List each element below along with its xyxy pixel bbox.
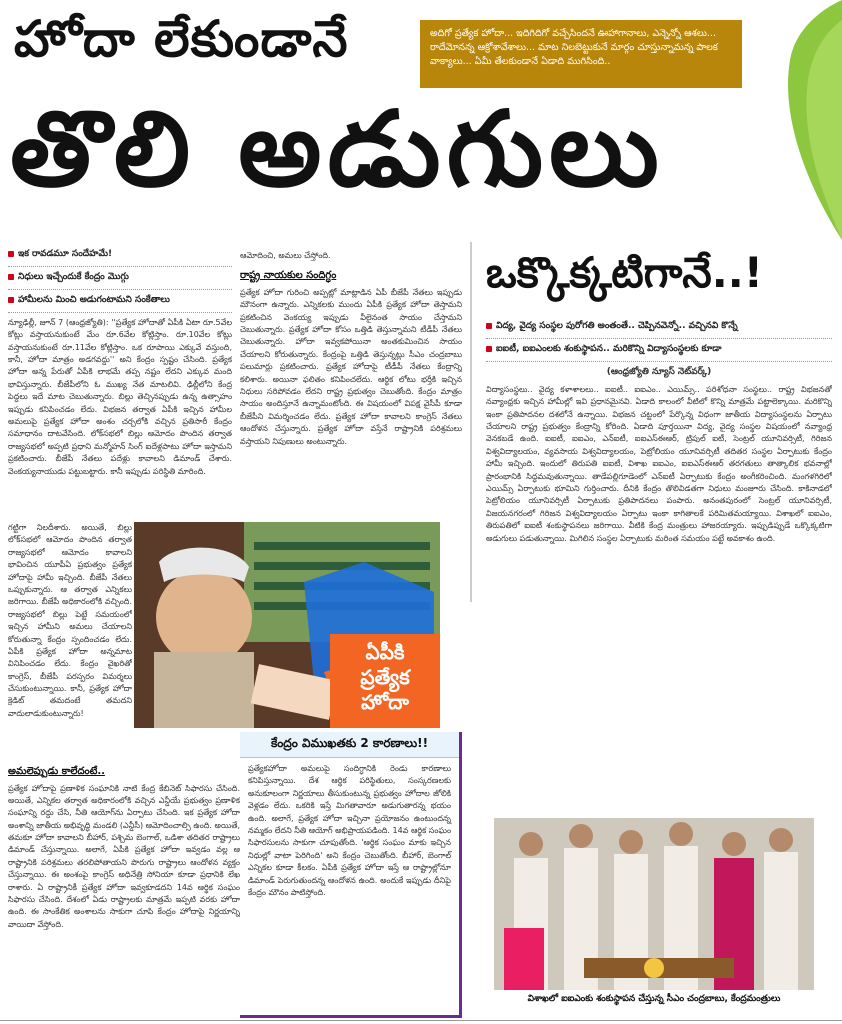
left-column <box>8 248 232 520</box>
right-section-title: ఒక్కొక్కటిగానే..! <box>486 248 763 297</box>
left-column-narrow <box>8 522 132 754</box>
middle-column <box>240 250 462 518</box>
left-bullet-2: నిధులు ఇచ్చేందుకే కేంద్రం మొగ్గు <box>8 271 232 290</box>
right-body: విద్యాసంస్థలు.. వైద్య కళాశాలలు.. ఐఐటీ.. ఐఐఎం.. ఎయిమ్స్.. పరిశోధనా సంస్థలు.. రాష్ట్ర విభజనతో నవ్యాంధ్రకు ఇచ్చిన హామీల్లో ఇవి ప్రధానమైనవి. ఏడాది కాలంలో వీటిలో కొన్ని మాత్రమే పట్టాలెక్కాయి. మరికొన్ని ఇంకా ప్రతిపాదనల దశలోనే ఉన్నాయి. విభజన చట్టంలో పేర్కొన్న విధంగా జాతీయ విద్యాసంస్థలను ఏర్పాటు చేయాలని రాష్ట్ర ప్రభుత్వం కేంద్రాన్ని కోరింది. ఏడాది పూర్తయినా విద్య, వైద్య సంస్థల విషయంలో నవ్యాంధ్ర వెనకబడే ఉంది. ఐఐటీ, ఐఐఎం, ఎన్ఐటీ, ఐఐఎస్ఈఆర్, ట్రిపుల్ ఐటీ, సెంట్రల్ యూనివర్సిటీ, గిరిజన విశ్వవిద్యాలయం, వ్యవసాయ విశ్వవిద్యాలయం, పెట్రోలియం యూనివర్సిటీ తదితర సంస్థల ఏర్పాటుకు కేంద్రం హామీ ఇచ్చింది. ఇందులో తిరుపతి ఐఐటీ, విశాఖ ఐఐఎం, ఐఐఎస్ఈఆర్ తరగతులు తాత్కాలిక భవనాల్లో ప్రారంభానికి సిద్ధమవుతున్నాయి. తాడేపల్లిగూడెంలో ఎన్ఐటీ ఏర్పాటుకు కేంద్రం అంగీకరించింది. మంగళగిరిలో ఎయిమ్స్ ఏర్పాటుకు భూమిని గుర్తించారు. దీనికి కేంద్రం తొలివిడతగా నిధులు మంజూరు చేసింది. కాకినాడలో పెట్రోలియం యూనివర్సిటీ ఏర్పాటుకు ప్రతిపాదనలు పంపారు. అనంతపురంలో సెంట్రల్ యూనివర్సిటీ, విజయనగరంలో గిరిజన విశ్వవిద్యాలయం ఏర్పాటు ఇంకా కాగితాలకే పరిమితమయ్యాయి. విశాఖలో ఐఐఎం, తిరుపతిలో ఐఐటీ శంకుస్థాపనలు జరిగాయి. వీటికి కేంద్ర మంత్రులు హాజరయ్యారు. ఇప్పుడిప్పుడే ఒక్కొక్కటిగా అడుగులు పడుతున్నాయి. మిగిలిన సంస్థల ఏర్పాటుకు మరింత సమయం పట్టే అవకాశం ఉంది. <box>486 384 832 543</box>
left-subhead: అమలెప్పుడు కాలేదంటే.. <box>8 766 105 777</box>
right-column <box>486 320 832 810</box>
reasons-box-body: ప్రత్యేకహోదా అమలుపై సందిగ్ధానికి రెండు కారణాలు కనిపిస్తున్నాయి. దేశ ఆర్థిక పరిస్థితులు, సంస్కరణలకు అనుకూలంగా నిర్ణయాలు తీసుకుంటున్న ప్రభుత్వం హోదాల జోలికి వెళ్లడం లేదు. ఒకరికి ఇస్తే మిగతావారూ అడుగుతారన్న భయం ఉంది. అలాగే, ప్రత్యేక హోదా ఇచ్చినా ప్రయోజనం ఉంటుందన్న నమ్మకం లేదని నీతి ఆయోగ్ అభిప్రాయపడింది. 14వ ఆర్థిక సంఘం సిఫారసులను సాకుగా చూపుతోంది. 'ఆర్థిక సంఘం మాకు ఇచ్చిన నిధుల్లో వాటా పెరిగింది' అని కేంద్రం చెబుతోంది. బీహార్, బెంగాల్ ఎన్నికల కూడా కీలకం. ఏపీకి ప్రత్యేక హోదా ఇస్తే ఆ రాష్ట్రాల్లోనూ డిమాండ్ పెరుగుతుందన్న ఆందోళన ఉంది. అందుకే ఇప్పుడు దీనిపై కేంద్రం మౌనం పాటిస్తోంది. <box>248 764 451 897</box>
byline: (ఆంధ్రజ్యోతి న్యూస్ నెట్‌వర్క్) <box>606 366 712 377</box>
left-column-lower <box>8 758 240 1018</box>
section-divider <box>470 242 472 602</box>
badge-line-3: హోదా <box>361 690 409 714</box>
bottom-rule <box>0 1020 842 1021</box>
left-body-2: గట్టిగా నిలదీశారు. అయితే, బిల్లు లోక్‌సభలో ఆమోదం పొందిన తర్వాత రాజ్యసభలో ఆమోదం కావాలని భావించిన యూపీఏ ప్రభుత్వం ప్రత్యేక హోదాపై హామీ ఇచ్చింది. బీజేపీ నేతలు ఒప్పుకున్నారు. ఆ తర్వాత ఎన్నికలు జరిగాయి. బీజేపీ అధికారంలోకి వచ్చింది. రాజ్యసభలో బిల్లు పెట్టే సమయంలో ఇచ్చిన హామీని అమలు చేయాలని కోరుతున్నా కేంద్రం స్పందించడం లేదు. ఏపీకి ప్రత్యేక హోదా అన్నమాట వినిపించడం లేదు. కేంద్రం వైఖరితో కాంగ్రెస్, బీజేపీ పరస్పరం విమర్శలు చేసుకుంటున్నాయి. కానీ, ప్రత్యేక హోదా క్రెడిట్ తమదంటే తమదని వాదులాడుకుంటున్నారు! <box>8 523 132 718</box>
main-headline: తొలి అడుగులు <box>10 88 665 210</box>
left-bullet-1: ఇక రావడమూ సందేహమే! <box>8 248 232 267</box>
middle-subhead: రాష్ట్ర నాయకుల సందిగ్ధం <box>240 270 337 282</box>
left-body-3: ప్రత్యేక హోదాపై ప్రణాళిక సంఘానికి నాటి కేంద్ర కేబినెట్ సిఫారసు చేసింది. అయితే, ఎన్నికల తర్వాత అధికారంలోకి వచ్చిన ఎన్డీయే ప్రభుత్వం ప్రణాళిక సంఘాన్ని రద్దు చేసి, నీతి ఆయోగ్‌ను ఏర్పాటు చేసింది. ఇక ప్రత్యేక హోదా అంశాన్ని జాతీయ అభివృద్ధి మండలి (ఎన్డీసీ) ఆమోదించాల్సి ఉంది. అయితే, తమకూ హోదా కావాలని బీహార్, పశ్చిమ బెంగాల్, ఒడిశా తదితర రాష్ట్రాలు డిమాండ్ చేస్తున్నాయి. అలాగే, ఏపీకి ప్రత్యేక హోదా ఇవ్వడం వల్ల ఆ రాష్ట్రానికి పరిశ్రమలు తరలిపోతాయని పొరుగు రాష్ట్రాలు ఆందోళన వ్యక్తం చేస్తున్నాయి. ఈ అంశంపై కాంగ్రెస్ అధినేత్రి సోనియా కూడా ప్రధానికి లేఖ రాశారు. ఏ రాష్ట్రానికీ ప్రత్యేక హోదా ఇవ్వకూడదని 14వ ఆర్థిక సంఘం సిఫారసు చేసింది. దేశంలో ఏడు రాష్ట్రాలకు మాత్రమే ఇప్పటి వరకు హోదా ఉంది. ఈ సాంకేతిక అంశాలను సాకుగా చూపి కేంద్రం హోదాపై నిర్ణయాన్ని వాయిదా వేస్తోంది. <box>8 783 240 929</box>
ceremony-illustration <box>494 818 814 990</box>
left-bullet-3: హామీలను మించి అడుగంటామని సంకేతాలు <box>8 294 232 313</box>
ceremony-photo <box>494 818 814 990</box>
badge-line-2: ప్రత్యేక <box>360 665 410 689</box>
ap-special-status-badge <box>330 634 440 728</box>
reasons-box-title: కేంద్రం విముఖతకు 2 కారణాలు!! <box>240 732 459 758</box>
ceremony-photo-caption: విశాఖలో ఐఐఎంకు శంకుస్థాపన చేస్తున్న సీఎం చంద్రబాబు, కేంద్రమంత్రులు <box>527 994 781 1004</box>
reasons-box <box>240 732 462 1018</box>
green-swoosh-decoration <box>700 0 842 240</box>
middle-lead: ఆమోదించి, అమలు చేస్తోంది. <box>240 251 331 260</box>
kicker-title: హోదా లేకుండానే <box>14 10 349 68</box>
parliament-modi-photo <box>134 522 440 728</box>
right-bullet-1: విద్య, వైద్య సంస్థల పురోగతి అంతంతే.. చెప్పినవెన్నో.. వచ్చినవి కొన్నే <box>486 320 832 339</box>
right-bullet-2: ఐఐటీ, ఐఐఎంలకు శంకుస్థాపన.. మరికొన్ని విద్యాసంస్థలకు కూడా <box>486 343 832 362</box>
badge-line-1: ఏపీకి <box>365 640 405 664</box>
left-body-1: న్యూఢిల్లీ, జూన్ 7 (ఆంధ్రజ్యోతి): ''ప్రత్యేక హోదాతో ఏపీకి ఏటా రూ.5వేల కోట్లు వస్తాయనుకుంటే మేం రూ.6వేల కోట్లిస్తాం. రూ.10వేల కోట్లు వస్తాయనుకుంటే రూ.11వేల కోట్లిస్తాం. ఒక రూపాయి ఎక్కువే వస్తుంది, కానీ, హోదా మాత్రం అడగవద్దు'' అని కేంద్రం స్పష్టం చేసింది. ప్రత్యేక హోదా అన్న పేరుతో ఏపీకి లాభమే తప్ప నష్టం లేదని ఎక్కువ మంది భావిస్తున్నారు. బీజేపీలోని ఓ ముఖ్య నేత మాటలివి. ఢిల్లీలోని కేంద్ర పెద్దలు ఇదే మాట చెబుతున్నారు. బిల్లు తెచ్చినప్పుడు ఉన్న ఉత్సాహం ఇప్పుడు కనిపించడం లేదు. విభజన తర్వాత ఏపీకి ఇచ్చిన హామీల అమలుపై ప్రత్యేక హోదా అంశం చర్చలోకి వచ్చిన ప్రతిసారీ కేంద్రం సమాధానం దాటవేసింది. లోక్‌సభలో బిల్లు ఆమోదం పొందిన తర్వాత రాజ్యసభలో అప్పటి ప్రధాని మన్మోహన్ సింగ్ ఐదేళ్లపాటు హోదా ఇస్తామని ప్రకటించారు. బీజేపీ నేతలు పదేళ్లు కావాలని డిమాండ్ చేశారు. వెంకయ్యనాయుడు పట్టుబట్టారు. కానీ ఇప్పుడు పరిస్థితి మారింది. <box>8 317 232 476</box>
middle-body: ప్రత్యేక హోదా గురించి అప్పట్లో మాట్లాడిన ఏపీ బీజేపీ నేతలు ఇప్పుడు మౌనంగా ఉన్నారు. ఎన్నికలకు ముందు ఏపీకి ప్రత్యేక హోదా తెస్తామని ప్రకటించిన వెంకయ్య ఇప్పుడు వీలైనంత సాయం చేస్తామని చెబుతున్నారు. ప్రత్యేక హోదా కోసం ఒత్తిడి తెస్తున్నామని టీడీపీ నేతలు చెబుతున్నారు. హోదా ఇవ్వకపోయినా అంతకుమించిన సాయం చేయాలని కోరుతున్నారు. కేంద్రంపై ఒత్తిడి తెస్తున్నట్లు సీఎం చంద్రబాబు పలుమార్లు ప్రకటించారు. ప్రత్యేక హోదాపై టీడీపీ నేతలు కేంద్రాన్ని కలిశారు. అయినా ఫలితం కనిపించలేదు. ఆర్థిక లోటు భర్తీకి ఇచ్చిన నిధులు సరిపోవడం లేదని రాష్ట్ర ప్రభుత్వం చెబుతోంది. కేంద్రం మాత్రం సాయం అందిస్తూనే ఉన్నామంటోంది. ఈ విషయంలో విపక్ష వైసీపీ కూడా బీజేపీని విమర్శించడం లేదు. ప్రత్యేక హోదా కావాలని కాంగ్రెస్ నేతలు ఆందోళన చేస్తున్నారు. ప్రత్యేక హోదా వస్తేనే రాష్ట్రానికి పరిశ్రమలు వస్తాయని నిపుణులు అంటున్నారు. <box>240 287 462 446</box>
intro-box: అదిగో ప్రత్యేక హోదా... ఇదిగిదిగో వచ్చేసిందనే ఊహాగానాలు, ఎన్నెన్నో ఆశలు... రాదేమోనన్న ఆక్రోశావేశాలు... మాట నిలబెట్టుకునే మార్గం చూస్తున్నామన్న పాలక వాక్యాలు... ఏమీ తేలకుండానే ఏడాది ముగిసింది.. <box>420 20 742 88</box>
